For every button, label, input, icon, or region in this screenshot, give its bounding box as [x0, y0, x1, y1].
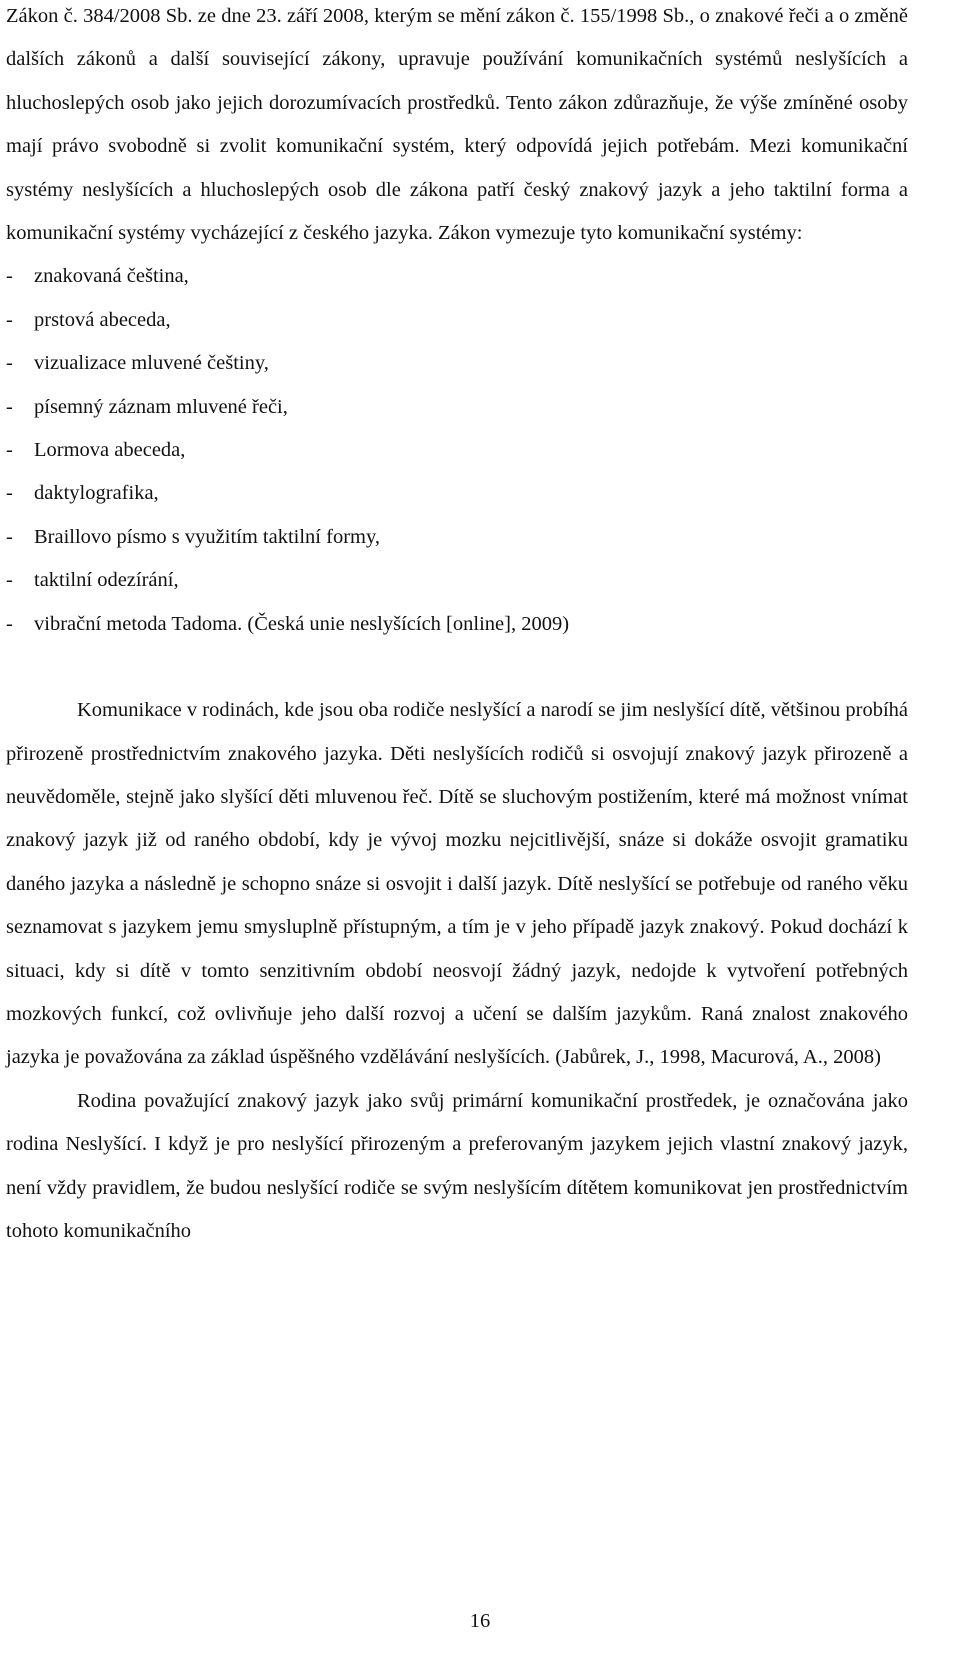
communication-systems-list [6, 255, 908, 646]
list-item-text: prstová abeceda, [34, 308, 171, 331]
list-dash: - [6, 569, 13, 592]
list-dash: - [6, 308, 13, 331]
list-item [6, 342, 908, 385]
list-item-text: daktylografika, [34, 482, 159, 505]
list-item-text: vibrační metoda Tadoma. (Česká unie neslyšících [online], 2009) [34, 612, 570, 635]
list-dash: - [6, 265, 13, 288]
list-dash: - [6, 525, 13, 548]
list-item-text: Braillovo písmo s využitím taktilní formy, [34, 525, 381, 548]
list-item [6, 429, 908, 472]
list-dash: - [6, 395, 13, 418]
list-item [6, 603, 908, 646]
list-item-text: vizualizace mluvené češtiny, [34, 352, 269, 375]
paragraph-spacer [6, 646, 908, 689]
list-dash: - [6, 352, 13, 375]
list-item [6, 559, 908, 602]
families-paragraph: Komunikace v rodinách, kde jsou oba rodiče neslyšící a narodí se jim neslyšící dítě, většinou probíhá přirozeně prostřednictvím znakového jazyka. Děti neslyšících rodičů si osvojují znakový jazyk přirozeně a neuvědoměle, stejně jako slyšící děti mluvenou řeč. Dítě se sluchovým postižením, které má možnost vnímat znakový jazyk již od raného období, kdy je vývoj mozku nejcitlivější, snáze si dokáže osvojit gramatiku daného jazyka a následně je schopno snáze si osvojit i další jazyk. Dítě neslyšící se potřebuje od raného věku seznamovat s jazykem jemu smysluplně přístupným, a tím je v jeho případě jazyk znakový. Pokud dochází k situaci, kdy si dítě v tomto senzitivním období neosvojí žádný jazyk, nedojde k vytvoření potřebných mozkových funkcí, což ovlivňuje jeho další rozvoj a učení se dalším jazykům. Raná znalost znakového jazyka je považována za základ úspěšného vzdělávání neslyšících. (Jabůrek, J., 1998, Macurová, A., 2008) [6, 699, 908, 1069]
list-item-text: písemný záznam mluvené řeči, [34, 395, 288, 418]
list-item [6, 299, 908, 342]
list-item [6, 472, 908, 515]
list-item [6, 386, 908, 429]
page-number: 16 [469, 1610, 491, 1632]
law-paragraph: Zákon č. 384/2008 Sb. ze dne 23. září 2008, kterým se mění zákon č. 155/1998 Sb., o znakové řeči a o změně dalších zákonů a další související zákony, upravuje používání komunikačních systémů neslyšících a hluchoslepých osob jako jejich dorozumívacích prostředků. Tento zákon zdůrazňuje, že výše zmíněné osoby mají právo svobodně si zvolit komunikační systém, který odpovídá jejich potřebám. Mezi komunikační systémy neslyšících a hluchoslepých osob dle zákona patří český znakový jazyk a jeho taktilní forma a komunikační systémy vycházející z českého jazyka. Zákon vymezuje tyto komunikační systémy: [6, 5, 908, 245]
list-item [6, 516, 908, 559]
list-item [6, 255, 908, 298]
list-item-text: znakovaná čeština, [34, 265, 189, 288]
deaf-family-paragraph: Rodina považující znakový jazyk jako svůj primární komunikační prostředek, je označována jako rodina Neslyšící. I když je pro neslyšící přirozeným a preferovaným jazykem jejich vlastní znakový jazyk, není vždy pravidlem, že budou neslyšící rodiče se svým neslyšícím dítětem komunikovat jen prostřednictvím tohoto komunikačního [6, 1089, 908, 1242]
list-item-text: Lormova abeceda, [34, 439, 186, 462]
list-item-text: taktilní odezírání, [34, 569, 179, 592]
document-page [6, 0, 908, 1253]
list-dash: - [6, 482, 13, 505]
list-dash: - [6, 612, 13, 635]
list-dash: - [6, 439, 13, 462]
